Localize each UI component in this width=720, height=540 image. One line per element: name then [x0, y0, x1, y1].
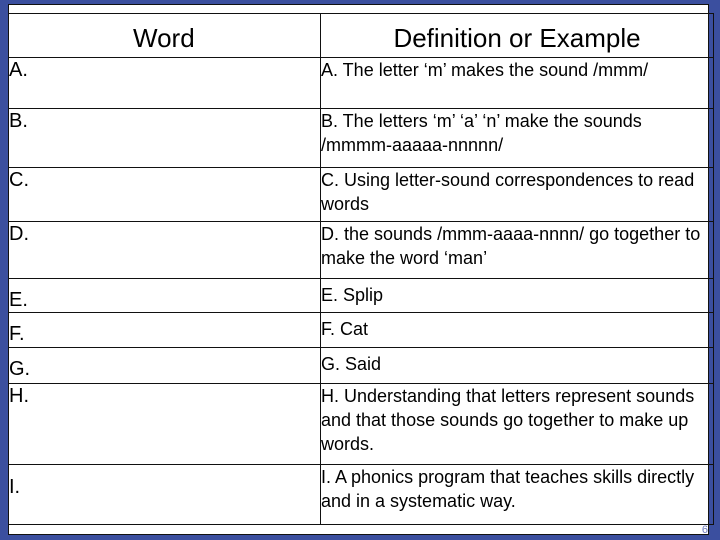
definition-cell: C. Using letter-sound correspondences to read words [321, 168, 714, 222]
table-row [9, 168, 714, 222]
word-cell: G. [9, 348, 321, 384]
vocabulary-table [8, 13, 714, 525]
definition-cell: G. Said [321, 348, 714, 384]
table-row [9, 279, 714, 313]
word-cell: E. [9, 279, 321, 313]
word-cell: B. [9, 109, 321, 168]
table-row [9, 313, 714, 348]
table-row [9, 222, 714, 279]
definition-cell: H. Understanding that letters represent sounds and that those sounds go together to make up words. [321, 384, 714, 465]
table-header-row [9, 14, 714, 58]
definition-cell: D. the sounds /mmm-aaaa-nnnn/ go together to make the word ‘man’ [321, 222, 714, 279]
word-cell: H. [9, 384, 321, 465]
word-cell: F. [9, 313, 321, 348]
word-cell: I. [9, 465, 321, 525]
word-cell: A. [9, 58, 321, 109]
table-row [9, 58, 714, 109]
table-row [9, 465, 714, 525]
table-row [9, 384, 714, 465]
definition-column-header: Definition or Example [321, 14, 714, 58]
word-cell: C. [9, 168, 321, 222]
definition-cell: I. A phonics program that teaches skills directly and in a systematic way. [321, 465, 714, 525]
definition-cell: B. The letters ‘m’ ‘a’ ‘n’ make the sounds /mmmm-aaaaa-nnnnn/ [321, 109, 714, 168]
word-column-header: Word [9, 14, 321, 58]
definition-cell: F. Cat [321, 313, 714, 348]
table-row [9, 109, 714, 168]
slide-number: 6 [701, 524, 708, 536]
definition-cell: A. The letter ‘m’ makes the sound /mmm/ [321, 58, 714, 109]
table-row [9, 348, 714, 384]
word-cell: D. [9, 222, 321, 279]
definition-cell: E. Splip [321, 279, 714, 313]
